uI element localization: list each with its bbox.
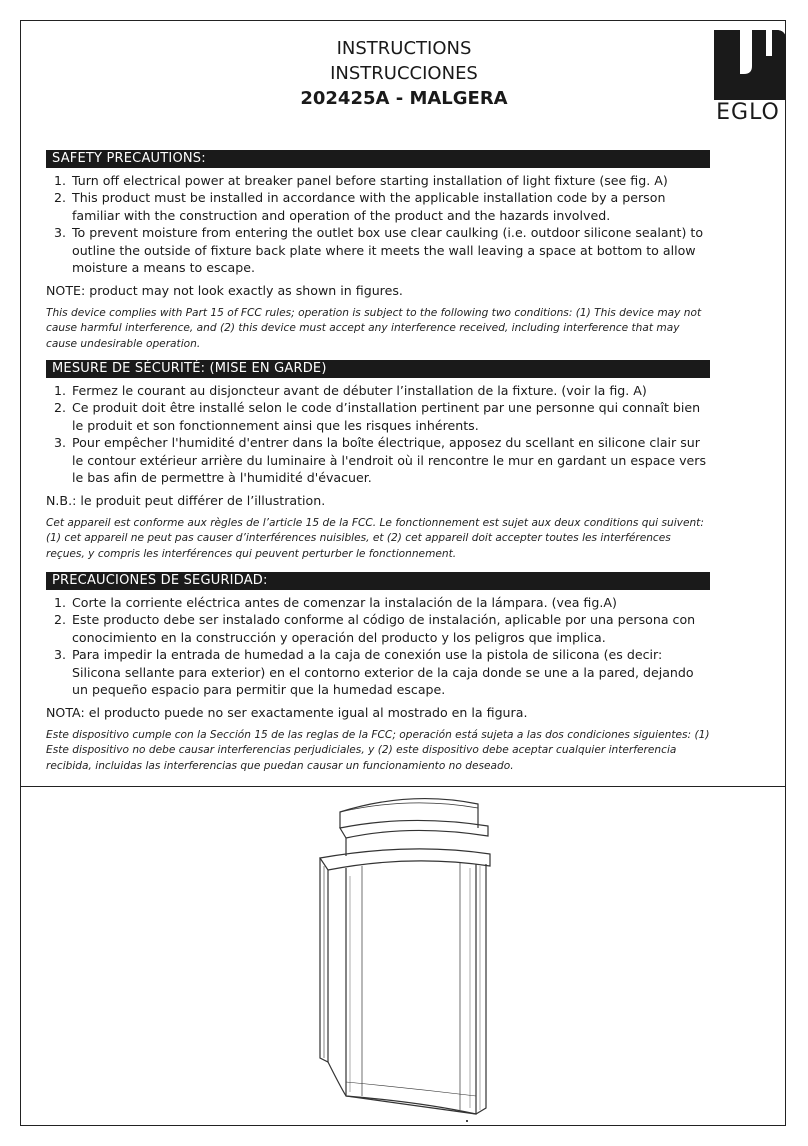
title-instrucciones: INSTRUCCIONES	[330, 63, 478, 84]
fcc-english: This device complies with Part 15 of FCC rules; operation is subject to the following two conditions: (1) This device may not cause harmful interference, and (2) this device must accept any interference received, including interference that may cause undesirable operation.	[46, 306, 702, 351]
list-item: 2. Este producto debe ser instalado conforme al código de instalación, aplicable por una persona con conocimiento en la construcción y operación del producto y los peligros que implica.	[70, 611, 710, 646]
note-english	[46, 282, 710, 299]
heading-mesure-de-securite: MESURE DE SÉCURITÉ: (MISE EN GARDE)	[46, 360, 710, 378]
list-item: 3. Pour empêcher l'humidité d'entrer dans la boîte électrique, apposez du scellant en silicone clair sur le contour extérieur arrière du luminaire à l'endroit où il rencontre le mur en gardant un espace vers le bas afin de permettre à l'humidité d'évacuer.	[70, 434, 710, 486]
note-text: el producto puede no ser exactamente igual al mostrado en la figura.	[84, 705, 528, 721]
list-french	[46, 382, 710, 486]
fcc-spanish: Este dispositivo cumple con la Sección 15 de las reglas de la FCC; operación está sujeta a las dos condiciones siguientes: (1) Este dispositivo no debe causar interferencias perjudiciales, y (2) este dispositivo debe aceptar cualquier interferencia recibida, incluidas las interferencias que puedan causar un funcionamiento no deseado.	[46, 728, 710, 773]
note-label: NOTA:	[46, 705, 85, 721]
list-item: 3. Para impedir la entrada de humedad a la caja de conexión use la pistola de silicona (es decir: Silicona sellante para exterior) en el contorno exterior de la caja donde se une a la pared, dejando un pequeño espacio para permitir que la humedad escape.	[70, 646, 710, 698]
section-english	[46, 150, 710, 353]
heading-precauciones-de-seguridad: PRECAUCIONES DE SEGURIDAD:	[46, 572, 710, 590]
heading-safety-precautions: SAFETY PRECAUTIONS:	[46, 150, 710, 168]
fcc-french: Cet appareil est conforme aux règles de l’article 15 de la FCC. Le fonctionnement est sujet aux deux conditions qui suivent: (1) cet appareil ne peut pas causer d’interférences nuisibles, et (2) cet appareil doit accepter toutes les interférences reçues, y compris les interférences qui peuvent perturber le fonctionnement.	[46, 516, 704, 561]
list-item: 1. Corte la corriente eléctrica antes de comenzar la instalación de la lámpara. (vea fig.A)	[70, 594, 710, 611]
brand-name: EGLO	[716, 100, 780, 125]
list-item: 3. To prevent moisture from entering the outlet box use clear caulking (i.e. outdoor silicone sealant) to outline the outside of fixture back plate where it meets the wall leaving a space at bottom to allow moisture a means to escape.	[70, 224, 710, 276]
note-text: le produit peut différer de l’illustration.	[76, 493, 326, 509]
product-title: 202425A - MALGERA	[300, 88, 508, 109]
list-item: 1. Turn off electrical power at breaker panel before starting installation of light fixture (see fig. A)	[70, 172, 710, 189]
list-english	[46, 172, 710, 276]
note-french	[46, 492, 710, 509]
page-mark	[466, 1120, 468, 1122]
list-item: 1. Fermez le courant au disjoncteur avant de débuter l’installation de la fixture. (voir la fig. A)	[70, 382, 710, 399]
title-instructions: INSTRUCTIONS	[336, 38, 472, 59]
section-spanish	[46, 572, 710, 775]
note-text: product may not look exactly as shown in figures.	[85, 283, 403, 299]
list-item: 2. This product must be installed in accordance with the applicable installation code by a person familiar with the construction and operation of the product and the hazards involved.	[70, 189, 710, 224]
title-block	[0, 36, 808, 111]
note-label: NOTE:	[46, 283, 86, 299]
note-label: N.B.:	[46, 493, 77, 509]
wall-lamp-illustration	[300, 796, 506, 1126]
list-spanish	[46, 594, 710, 698]
note-spanish	[46, 704, 710, 721]
section-french	[46, 360, 710, 563]
illustration-divider	[20, 786, 786, 787]
list-item: 2. Ce produit doit être installé selon le code d’installation pertinent par une personne qui connaît bien le produit et son fonctionnement ainsi que les risques inhérents.	[70, 399, 710, 434]
